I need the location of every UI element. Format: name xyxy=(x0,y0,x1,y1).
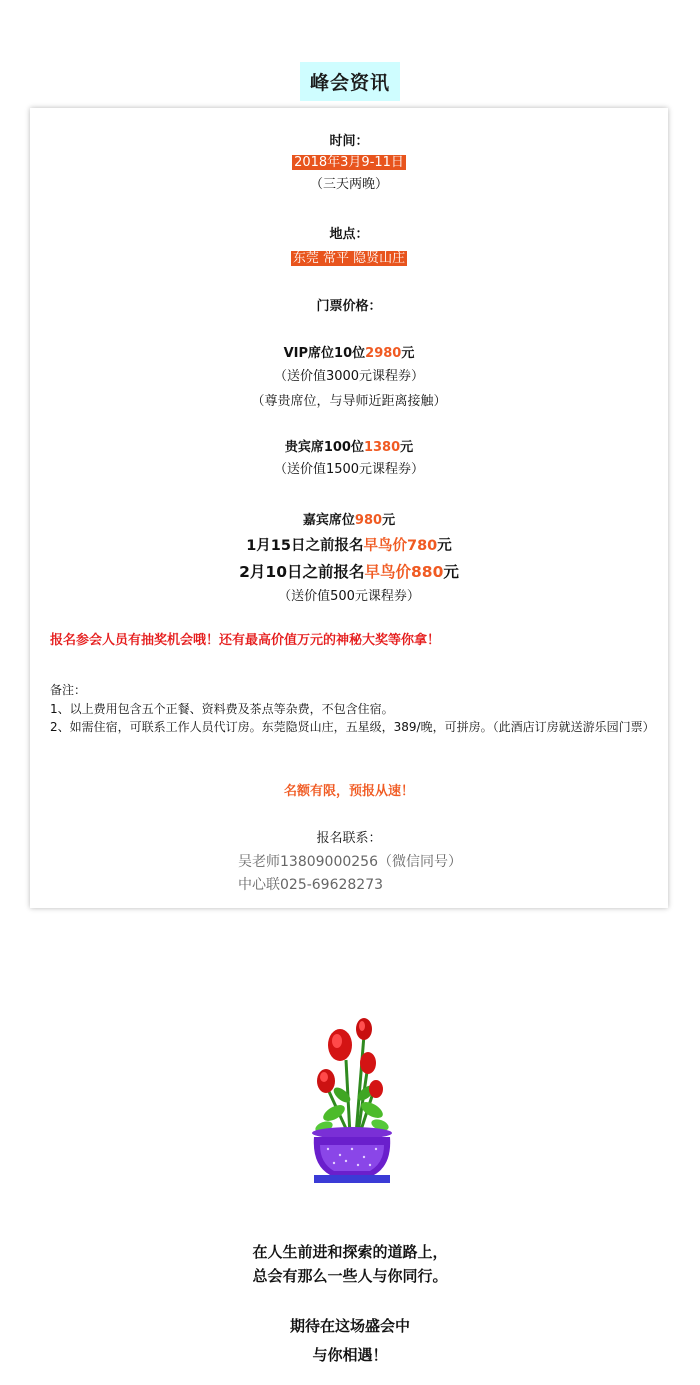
notes-item-2: 2、如需住宿，可联系工作人员代订房。东莞隐贤山庄，五星级，389/晚，可拼房。（此酒店订房就送游乐园门票） xyxy=(50,720,655,734)
early-bird-1-line xyxy=(30,536,668,556)
time-duration: （三天两晚） xyxy=(309,177,388,192)
closing-line-1: 在人生前进和探索的道路上， xyxy=(252,1243,448,1261)
place-label: 地点： xyxy=(329,227,369,242)
vip-note: （尊贵席位，与导师近距离接触） xyxy=(251,394,447,409)
closing-line-3: 期待在这场盛会中 xyxy=(289,1317,410,1335)
early-bird-2-prefix: 2月10日之前报名 xyxy=(239,563,365,581)
early-bird-1-prefix: 1月15日之前报名 xyxy=(246,538,364,554)
place-line xyxy=(30,249,668,269)
honor-suffix: 元 xyxy=(382,513,396,528)
guest-prefix: 贵宾席100位 xyxy=(284,440,364,455)
guest-gift: （送价值1500元课程券） xyxy=(273,462,425,477)
early-bird-2-suffix: 元 xyxy=(443,563,459,581)
time-date-line xyxy=(30,153,668,173)
rose-flower-pot-icon xyxy=(306,1015,398,1185)
contact-label: 报名联系： xyxy=(316,831,382,846)
page-title: 峰会资讯 xyxy=(300,62,400,101)
early-bird-2-price: 880 xyxy=(411,563,444,581)
guest-suffix: 元 xyxy=(400,440,414,455)
vip-suffix: 元 xyxy=(401,346,415,361)
honor-price: 980 xyxy=(354,513,383,528)
guest-price: 1380 xyxy=(363,440,401,455)
contact-phone: 吴老师13809000256（微信同号） xyxy=(238,854,462,870)
tickets-label: 门票价格： xyxy=(316,299,382,314)
closing-line-4: 与你相遇！ xyxy=(312,1346,388,1364)
vip-gift: （送价值3000元课程券） xyxy=(273,369,425,384)
place-value: 东莞 常平 隐贤山庄 xyxy=(292,251,406,266)
guest-price-line xyxy=(30,438,668,458)
info-card xyxy=(30,108,668,908)
notes-label: 备注： xyxy=(50,683,87,697)
honor-gift: （送价值500元课程券） xyxy=(278,589,420,604)
early-bird-1-suffix: 元 xyxy=(437,538,452,554)
notes-item-1: 1、以上费用包含五个正餐、资料费及茶点等杂费，不包含住宿。 xyxy=(50,702,394,716)
lottery-notice: 报名参会人员有抽奖机会哦！还有最高价值万元的神秘大奖等你拿！ xyxy=(50,633,441,648)
early-bird-2-line xyxy=(30,562,668,582)
time-label: 时间： xyxy=(329,134,369,149)
vip-prefix: VIP席位10位 xyxy=(283,346,366,361)
early-bird-1-price: 早鸟价780 xyxy=(363,538,438,554)
time-date: 2018年3月9-11日 xyxy=(294,155,404,170)
honor-prefix: 嘉宾席位 xyxy=(302,513,355,528)
limited-notice: 名额有限，预报从速！ xyxy=(283,784,414,799)
closing-line-2: 总会有那么一些人与你同行。 xyxy=(252,1267,448,1285)
page-title-wrap xyxy=(0,62,700,101)
early-bird-2-label: 早鸟价 xyxy=(364,563,411,581)
vip-price-line xyxy=(30,344,668,364)
vip-price: 2980 xyxy=(365,346,402,361)
contact-center: 中心联025-69628273 xyxy=(238,877,384,893)
honor-price-line xyxy=(30,511,668,531)
